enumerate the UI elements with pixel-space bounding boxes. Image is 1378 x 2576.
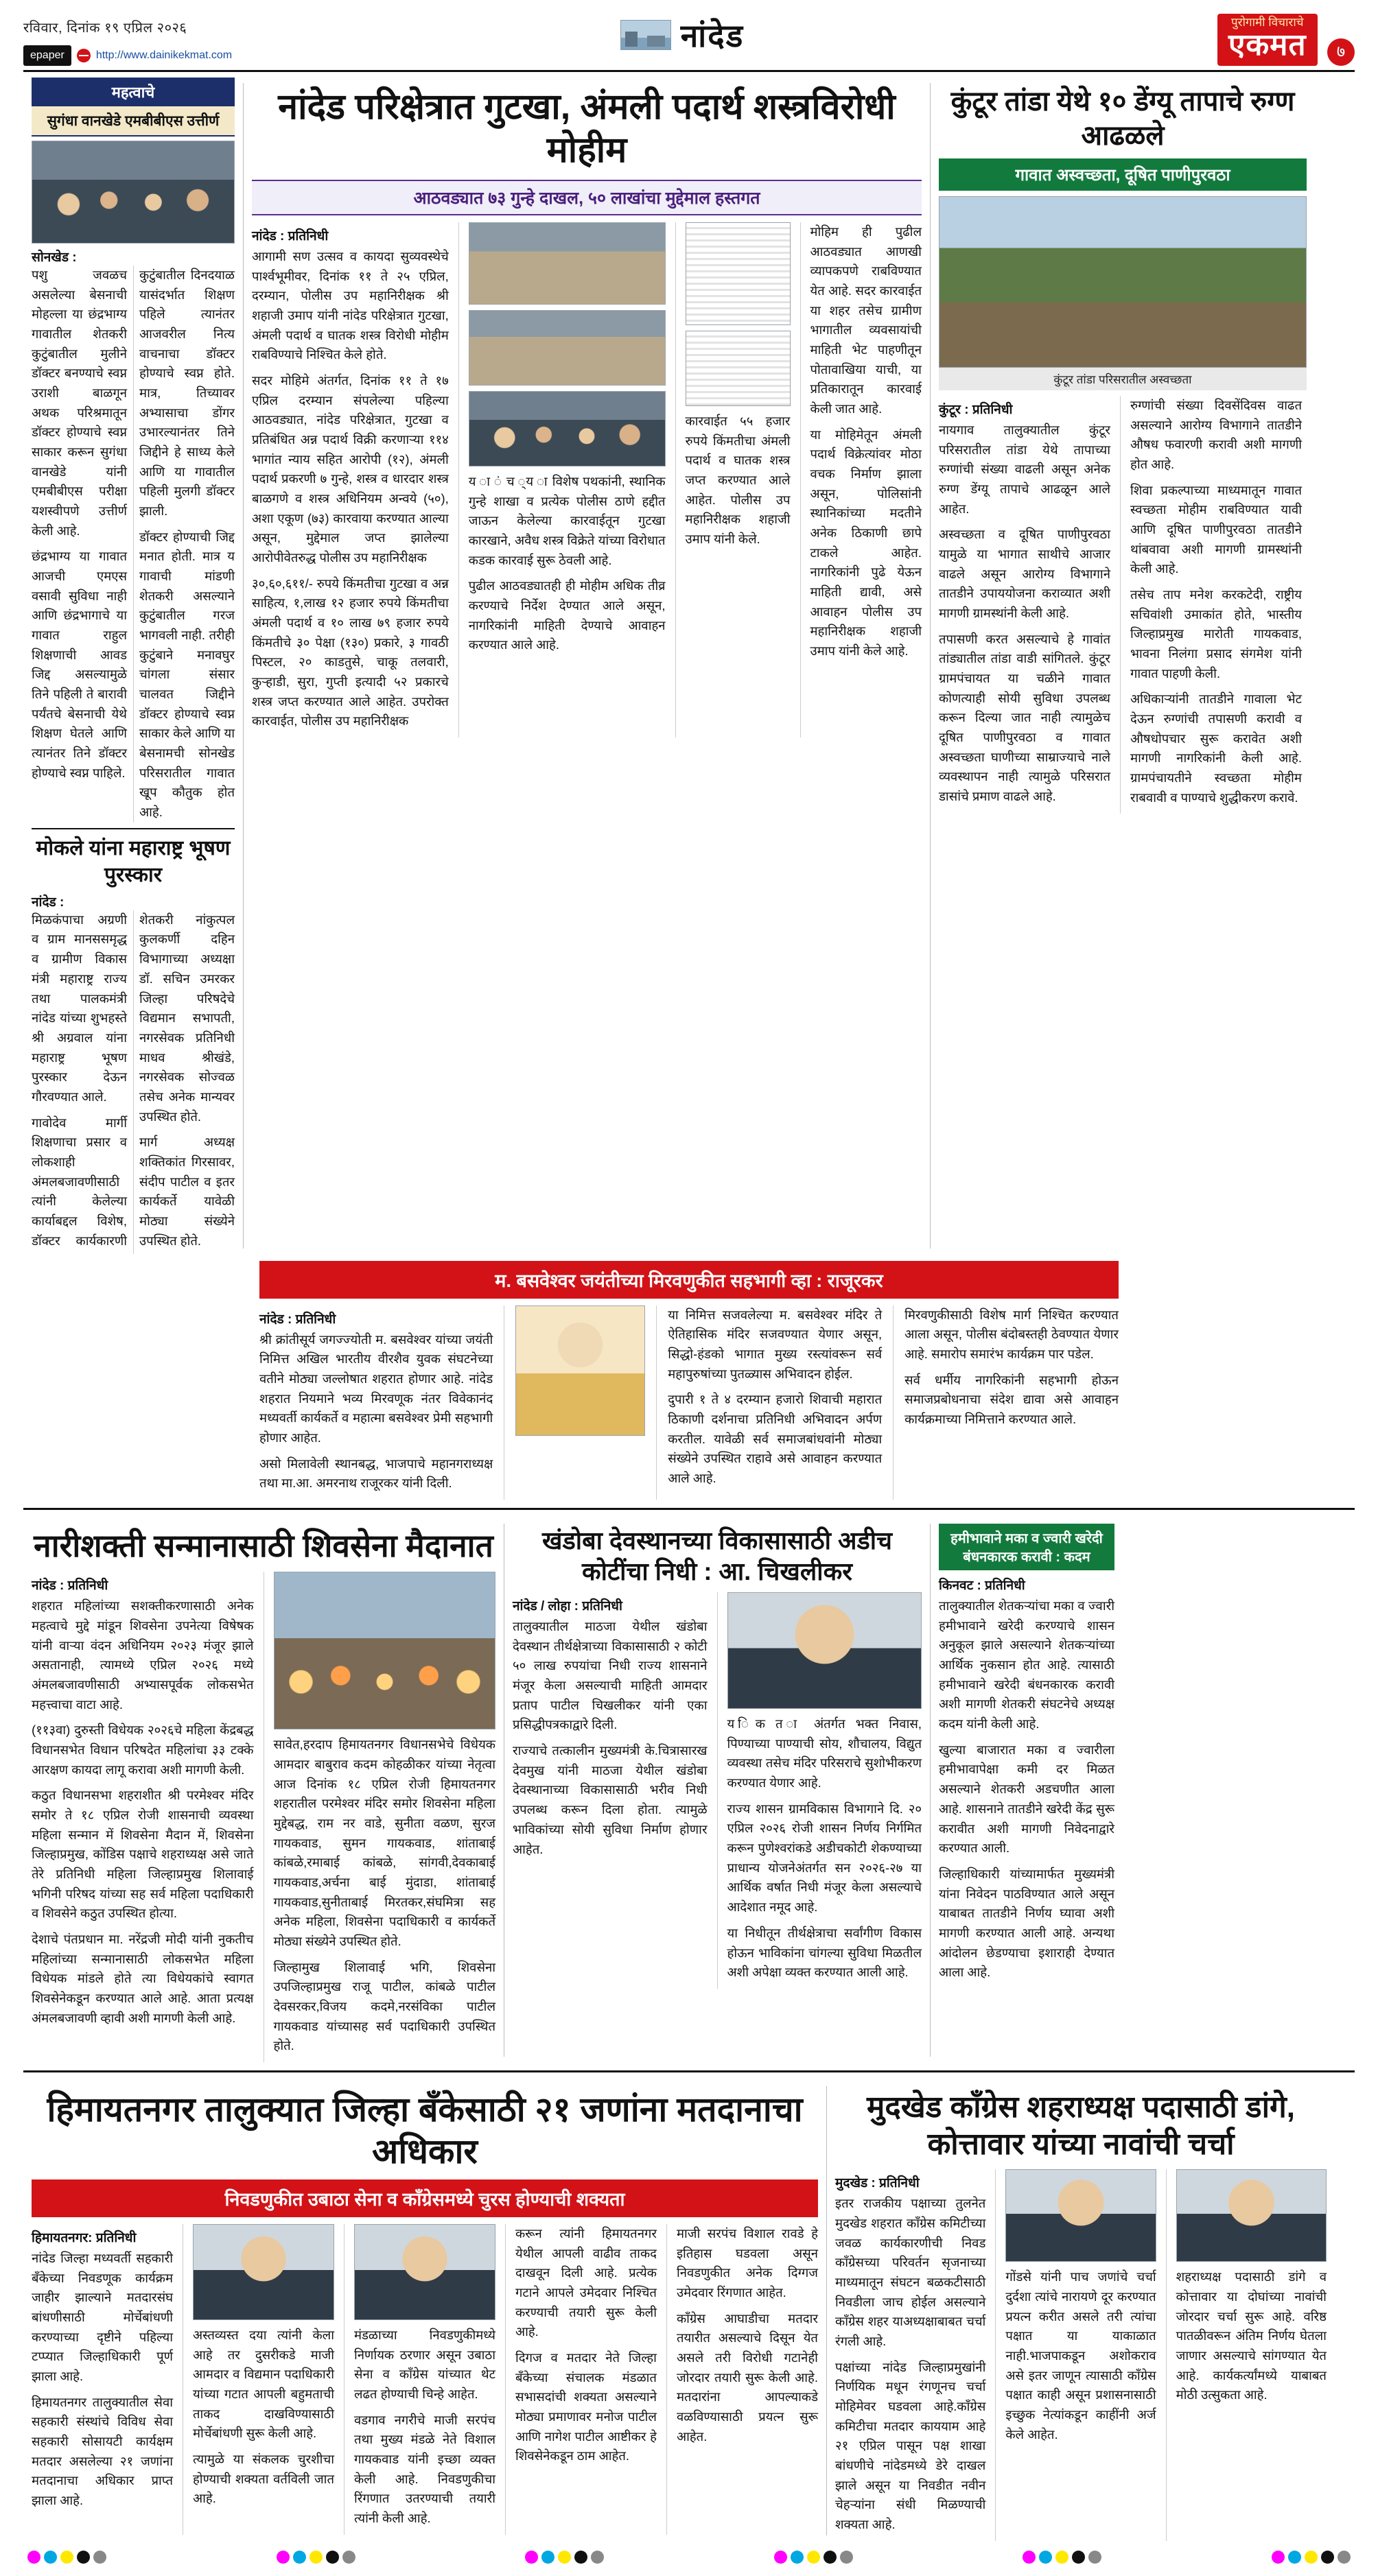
paragraph: (११३वा) दुरुस्ती विधेयक २०२६चे महिला केंद्रबद्ध विधानसभेत विधान परिषदेत महिलांचा ३३ टक्के आरक्षण कायदा लागू करावा अशी मागणी केली. <box>32 1723 254 1777</box>
himayatnagar-story <box>23 2081 826 2541</box>
paragraph: मिरवणुकीसाठी विशेष मार्ग निश्चित करण्यात आला असून, पोलीस बंदोबस्तही ठेवण्यात येणार आहे. समारोप समारंभ कार्यक्रम पार पडेल. <box>904 1307 1119 1362</box>
seized-goods-photo-2 <box>469 310 666 386</box>
cb-group <box>525 2551 604 2564</box>
paragraph: राज्य शासन ग्रामविकास विभागाने दि. २० एप्रिल २०२६ रोजी शासन निर्णय निर्गमित करून पुणेश्वरांकडे अडीचकोटी शेकण्याच्या प्राधान्य योजनेअंतर्गत सन २०२६-२७ या आर्थिक वर्षात निधी मंजूर केला असल्याचे आदेशात नमूद आहे. <box>727 1801 922 1915</box>
paragraph: अधिकाऱ्यांनी तातडीने गावाला भेट देऊन रुग्णांची तपासणी करावी व औषधोपचार सुरू करावेत अशी मागणी नागरिकांनी केली आहे. ग्रामपंचायतीने स्वच्छता मोहीम राबवावी व पाण्याचे शुद्धीकरण करावे. <box>1130 692 1302 805</box>
maize-headline: हमीभावाने मका व ज्वारी खरेदी बंधनकारक करावी : कदम <box>939 1524 1114 1570</box>
left-rail-body <box>32 265 235 823</box>
seizure-report-table-2 <box>686 331 791 406</box>
paragraph: डॉक्टर होण्याची जिद्द मनात होती. मात्र य गावाची मांडणी शेतकरी असल्याने कुटुंबातील गरज भागवली नाही. तरीही कुटुंबाने मनावघुर चांगला संसार चालवत जिद्दीने डॉक्टर होण्याचे स्वप्न साकार केले आणि या बेसनामची सोनखेड परिसरातील गावात खूप कौतुक होत आहे. <box>139 529 235 820</box>
epaper-label: epaper <box>23 45 71 66</box>
paragraph: राज्याचे तत्कालीन मुख्यमंत्री के.चित्रासारख देवमुख यांनी माठजा येथील खंडोबा देवस्थानाच्या विकासासाठी भरीव निधी उपलब्ध करून दिला होता. त्यामुळे भाविकांच्या सोयी सुविधा निर्माण होणार आहेत. <box>513 1743 708 1856</box>
lead-story <box>244 78 930 1254</box>
police-team-photo <box>469 391 666 466</box>
cb-group <box>1272 2551 1351 2564</box>
masthead-center <box>312 12 1053 56</box>
paragraph: या निधीतून तीर्थक्षेत्राचा सर्वांगीण विकास होऊन भाविकांना चांगल्या सुविधा मिळतील अशी अपेक्षा व्यक्त करण्यात आली आहे. <box>727 1925 922 1980</box>
dengue-story <box>931 78 1315 1254</box>
globe-icon <box>77 49 91 62</box>
paragraph: सावेत,हरदाप हिमायतनगर विधानसभेचे विधेयक आमदार बाबुराव कदम कोहळीकर यांच्या नेतृत्वा आज दिनांक १८ एप्रिल रोजी हिमायतनगर शहरातील परमेश्वर मंदिर समोर शिवसेना महिला मुद्देबद्ध, राम नर वाडे, सुनीता वळण, सुरज गायकवाड, सुमन गायकवाड, शांताबाई कांबळे,रमाबाई कांबळे, सांगवी,देवकाबाई गायकवाड,अर्चना बाई मुंदाडा, शांताबाई गायकवाड,सुनीताबाई मिरतकर,संघमित्रा सह अनेक महिला, शिवसेना पदाधिकारी व कार्यकर्ते मोठ्या संख्येने उपस्थित होते. <box>273 1737 496 1948</box>
paragraph: पुढील आठवड्यातही ही मोहीम अधिक तीव्र करण्याचे निर्देश देण्यात आले असून, नागरिकांनी माहिती देण्याचे आवाहन करण्यात आले आहे. <box>468 578 666 652</box>
felicitation-photo <box>32 141 235 244</box>
paragraph: खुल्या बाजारात मका व ज्वारीला हमीभावापेक्षा कमी दर मिळत असल्याने शेतकरी अडचणीत आला आहे. शासनाने तातडीने खरेदी केंद्र सुरू करावीत अशी मागणी निवेदनाद्वारे करण्यात आली. <box>939 1742 1114 1856</box>
bottom-section <box>23 2081 1355 2541</box>
paragraph: य िक त ा अंतर्गत भक्त निवास, पिण्याच्या पाण्याची सोय, शौचालय, विद्युत व्यवस्था तसेच मंदिर परिसराचे सुशोभीकरण करण्यात येणार आहे. <box>727 1716 922 1791</box>
mla-portrait <box>727 1592 922 1709</box>
leader-portrait-1 <box>193 2224 334 2320</box>
dengue-headline: कुंटूर तांडा येथे १० डेंग्यू तापाचे रुग्ण आढळले <box>950 86 1295 151</box>
paragraph: नांदेड जिल्हा मध्यवर्ती सहकारी बँकेच्या निवडणूक कार्यक्रम जाहीर झाल्याने मतदारसंघ बांधणीसाठी मोर्चेबांधणी करण्याच्या दृष्टीने पहिल्या टप्प्यात जिल्हाधिकारी पूर्ण झाला आहे. <box>32 2250 174 2383</box>
paragraph: अस्तव्यस्त दया त्यांनी केला आहे तर दुसरीकडे माजी आमदार व विद्यमान पदाधिकारी यांच्या गटात आपली बहुमताची ताकद दाखविण्यासाठी मोर्चेबांधणी सुरू केली आहे. <box>192 2327 335 2441</box>
paragraph: या मोहिमेतून अंमली पदार्थ विक्रेत्यांवर मोठा वचक निर्माण झाला असून, पोलिसांनी स्थानिकांच्या मदतीने अनेक ठिकाणी छापे टाकले आहेत. नागरिकांनी पुढे येऊन माहिती द्यावी, असे आवाहन पोलीस उप महानिरीक्षक शहाजी उमाप यांनी केले आहे. <box>810 427 922 658</box>
himayatnagar-byline: हिमायतनगर: प्रतिनिधी <box>32 2230 137 2245</box>
paragraph: मिळकंपाचा अग्रणी व ग्राम मानससमृद्ध व ग्रामीण विकास मंत्री महाराष्ट्र राज्य तथा पालकमंत्री नांदेड यांच्या शुभहस्ते श्री अग्रवाल यांना महाराष्ट्र भूषण पुरस्कार देऊन गौरवण्यात आले. <box>32 912 127 1104</box>
paragraph: मंडळाच्या निवडणुकीमध्ये निर्णायक ठरणार असून उबाठा सेना व काँग्रेस यांच्यात थेट लढत होण्याची चिन्हे आहेत. <box>353 2327 495 2401</box>
publication-date: रविवार, दिनांक १९ एप्रिल २०२६ <box>23 21 187 36</box>
paragraph: कारवाईत ५५ हजार रुपये किंमतीचा अंमली पदार्थ व घातक शस्त्र जप्त करण्यात आले आहेत. पोलीस उप महानिरीक्षक शहाजी उमाप यांनी केले. <box>685 413 791 546</box>
paragraph: तालुक्यातील माठजा येथील खंडोबा देवस्थान तीर्थक्षेत्राच्या विकासासाठी २ कोटी ५० लाख रुपयांचा निधी राज्य शासनाने मंजूर केला असल्याची माहिती आमदार प्रताप पाटील चिखलीकर यांनी एका प्रसिद्धीपत्रकाद्वारे दिली. <box>513 1619 708 1732</box>
paragraph: हिमायतनगर तालुक्यातील सेवा सहकारी संस्थांचे विविध सेवा सहकारी सोसायटी कार्यक्षम मतदार असलेल्या २१ जणांना मतदानाचा अधिकार प्राप्त झाला आहे. <box>32 2394 174 2508</box>
color-registration-bars <box>23 2541 1355 2576</box>
seized-goods-photo <box>469 222 666 305</box>
paragraph: पशु जवळच असलेल्या बेसनाची मोहल्ला या छंद्रभाग्य गावातील शेतकरी कुटुंबातील मुलीने डॉक्टर बनण्याचे स्वप्न उराशी बाळगून अथक परिश्रमातून डॉक्टर होण्याचे स्वप्न साकार करून सुगंधा वानखेडे यांनी एमबीबीएस परीक्षा यशस्वीपणे उत्तीर्ण केली आहे. <box>32 268 127 538</box>
paragraph: दुपारी १ ते ४ दरम्यान हजारो शिवाची महारात ठिकाणी दर्शनाचा प्रतिनिधी अभिवादन अर्पण करतील. यावेळी सर्व समाजबांधवांनी मोठ्या संख्येने उपस्थित राहावे असे आवाहन करण्यात आले आहे. <box>668 1392 883 1486</box>
narishakti-story <box>23 1518 504 2062</box>
masthead-left <box>23 12 312 66</box>
paragraph: या निमित्त सजवलेल्या म. बसवेश्वर मंदिर ते ऐतिहासिक मंदिर सजवण्यात येणार असून, सिद्धो-हंडको भागात मुख्य रस्त्यांवरून सर्व महापुरुषांच्या पुतळ्यास अभिवादन होईल. <box>668 1307 883 1381</box>
protest-photo <box>274 1572 496 1729</box>
lead-subheadline: आठवड्यात ७३ गुन्हे दाखल, ५० लाखांचा मुद्देमाल हस्तगत <box>252 180 922 215</box>
mudkhed-story <box>827 2081 1335 2541</box>
leader-portrait-2 <box>354 2224 495 2320</box>
paragraph: नायगाव तालुक्यातील कुंटूर परिसरातील तांडा येथे तापाच्या रुग्णांची संख्या वाढली असून अनेक रुग्ण डेंग्यू तापाचे आढळून आले आहेत. <box>939 423 1110 516</box>
maize-story <box>931 1518 1123 2062</box>
lead-byline: नांदेड : प्रतिनिधी <box>252 228 329 244</box>
paragraph: माजी सरपंच विशाल रावडे हे इतिहास घडवला असून निवडणुकीत अनेक दिग्गज उमेदवार रिंगणात आहेत. <box>676 2225 818 2300</box>
maize-byline: किनवट : प्रतिनिधी <box>939 1579 1025 1594</box>
lead-headline: नांदेड परिक्षेत्रात गुटखा, अंमली पदार्थ शस्त्रविरोधी मोहीम <box>278 87 896 171</box>
basaveshwar-byline: नांदेड : प्रतिनिधी <box>259 1312 336 1327</box>
paragraph: अस्वच्छता व दूषित पाणीपुरवठा यामुळे या भागात साथीचे आजार वाढले असून आरोग्य विभागाने तातडीने उपाययोजना कराव्यात अशी मागणी ग्रामस्थांनी केली आहे. <box>939 527 1110 621</box>
candidate-portrait-1 <box>1005 2169 1156 2262</box>
city-name: नांदेड <box>680 18 745 54</box>
khandoba-byline: नांदेड / लोहा : प्रतिनिधी <box>513 1599 622 1614</box>
narishakti-byline: नांदेड : प्रतिनिधी <box>32 1579 108 1594</box>
masthead <box>23 0 1355 72</box>
paragraph: देशाचे पंतप्रधान मा. नरेंद्रजी मोदी यांनी नुकतीच महिलांच्या सन्मानासाठी लोकसभेत महिला विधेयक मांडले होते त्या विधेयकांचे स्वागत शिवसेनेकडून करण्यात आले आहे. आता प्रत्यक्ष अंमलबजावणी व्हावी अशी मागणी केली आहे. <box>32 1931 254 2025</box>
mudkhed-headline: मुदखेड काँग्रेस शहराध्यक्ष पदासाठी डांगे, कोत्तावार यांच्या नावांची चर्चा <box>867 2090 1295 2161</box>
paragraph: गावोदेव मार्गी शिक्षणाचा प्रसार व लोकशाही अंमलबजावणीसाठी त्यांनी केलेल्या कार्याबद्दल विशेष, डॉक्टर कार्यकारणी शेतकरी नांकुत्पल कुलकर्णी दहिन विभागाच्या अध्यक्षा डॉ. सचिन उमरकर जिल्हा परिषदेचे विद्यमान सभापती, नगरसेवक प्रतिनिधी माधव श्रीखंडे, नगरसेवक सोज्वळ तसेच अनेक मान्यवर उपस्थित होते. <box>32 912 235 1248</box>
paragraph: जिल्हाधिकारी यांच्यामार्फत मुख्यमंत्री यांना निवेदन पाठविण्यात आले असून याबाबत तातडीने निर्णय घ्यावा अशी मागणी करण्यात आली आहे. अन्यथा आंदोलन छेडण्याचा इशाराही देण्यात आला आहे. <box>939 1866 1114 1980</box>
cb-group <box>774 2551 853 2564</box>
epaper-url[interactable]: http://www.dainikekmat.com <box>95 49 233 61</box>
photo-caption: कुंटूर तांडा परिसरातील अस्वच्छता <box>939 368 1307 390</box>
left-rail-second-byline: नांदेड : <box>32 895 65 910</box>
paragraph: कुटुंबातील दिनदयाळ यासंदर्भात शिक्षण पहिले त्यानंतर आजवरील नित्य वाचनाचा डॉक्टर होण्याचे स्वप्न होते. मात्र, तिच्यावर अभ्यासाचा डोंगर उभारल्यानंतर तिने जिद्दीने हे साध्य केले आणि या गावातील पहिली मुलगी डॉक्टर झाली. <box>139 268 235 519</box>
cb-group <box>277 2551 355 2564</box>
left-rail-second-body <box>32 910 235 1254</box>
paragraph: तालुक्यातील शेतकऱ्यांचा मका व ज्वारी हमीभावाने खरेदी करण्याचे शासन अनुकूल झाले असल्याने शेतकऱ्यांच्या आर्थिक नुकसान होत आहे. त्यासाठी हमीभावाने खरेदी बंधनकारक करावी अशी मागणी शेतकरी संघटनेचे अध्यक्ष कदम यांनी केली आहे. <box>939 1598 1114 1732</box>
paragraph: शहरात महिलांच्या सशक्तीकरणासाठी अनेक महत्वाचे मुद्दे मांडून शिवसेना उपनेत्या विषेषक यांनी वाऱ्या वंदन अधिनियम २०२३ मंजूर झाले असतानाही, त्यामध्ये एप्रिल २०२६ मध्ये अंमलबजावणीसाठी अभ्यासपूर्वक लोकसभेत महत्त्वाचा वाटा आहे. <box>32 1598 254 1712</box>
paragraph: पक्षांच्या नांदेड जिल्हाप्रमुखांनी निर्णयिक मधून रंगणूनच चर्चा मोहिमेवर घडवला आहे.काँग्रेस कमिटीचा मतदार काययाम आहे २१ एप्रिल पासून पक्ष शाखा बांधणीचे नांदेडमध्ये डेरे दाखल झाले असून या निवडीत नवीन चेहऱ्यांना संधी मिळण्याची शक्यता आहे. <box>835 2359 986 2532</box>
paragraph: असो मिलावेली स्थानबद्ध, भाजपाचे महानगराध्यक्ष तथा मा.आ. अमरनाथ राजूरकर यांनी दिली. <box>259 1456 493 1491</box>
candidate-portrait-2 <box>1176 2169 1327 2262</box>
cb-group <box>1023 2551 1101 2564</box>
brand-tagline: पुरोगामी विचाराचे <box>1231 16 1304 29</box>
paragraph: त्यामुळे या संकलक चुरशीचा होण्याची शक्यता वर्तविली जात आहे. <box>192 2452 335 2506</box>
paragraph: ३०,६०,६११/- रुपये किंमतीचा गुटखा व अन्न साहित्य, १,लाख १२ हजार रुपये किंमतीचा अंमली पदार्थ व १० लाख ७९ हजार रुपये किंमतीचे ३० पेक्षा (१३०) प्रकारे, ३ गावठी पिस्टल, २० काडतुसे, चाकू तलवारी, कुऱ्हाडी, सुरा, गुप्ती इत्यादी ५२ प्रकारचे शस्त्र जप्त करण्यात आले आहेत. उपरोक्त कारवाईत, पोलीस उप महानिरीक्षक <box>252 576 449 729</box>
masthead-right <box>1053 12 1355 66</box>
brand-logo <box>1217 14 1318 66</box>
village-photo <box>939 196 1307 368</box>
paragraph: शहराध्यक्ष पदासाठी डांगे व कोत्तावार या दोघांच्या नावांची जोरदार चर्चा सुरू आहे. वरिष्ठ पातळीवरून अंतिम निर्णय घेतला जाणार असल्याचे सांगण्यात येत आहे. कार्यकर्त्यांमध्ये याबाबत मोठी उत्सुकता आहे. <box>1176 2269 1327 2402</box>
paragraph: सर्व धर्मीय नागरिकांनी सहभागी होऊन समाजप्रबोधनाचा संदेश द्यावा असे आवाहन कार्यक्रमाच्या निमित्ताने करण्यात आले. <box>904 1372 1119 1427</box>
paragraph: इतर राजकीय पक्षाच्या तुलनेत मुदखेड शहरात काँग्रेस कमिटीच्या जवळ कार्यकारणीची निवड काँग्रेसच्या परिवर्तन सृजनाच्या माध्यमातून संघटन बळकटीसाठी निवडीला जाच होईल असल्याने काँग्रेस शहर याअध्यक्षाबाबत चर्चा रंगली आहे. <box>835 2196 986 2349</box>
left-rail-byline: सोनखेड : <box>32 250 77 265</box>
himayatnagar-headline: हिमायतनगर तालुक्यात जिल्हा बँकेसाठी २१ जणांना मतदानाचा अधिकार <box>47 2090 803 2171</box>
paragraph: सदर मोहिमे अंतर्गत, दिनांक ११ ते १७ एप्रिल दरम्यान संपलेल्या पहिल्या आठवड्यात, नांदेड परिक्षेत्रात, गुटखा व प्रतिबंधित अन्न पदार्थ विक्री करणाऱ्या ११४ भागांत न्याय सहित आरोपी (१२), अंमली पदार्थ प्रकरणी ७ गुन्हे, शस्त्र व धारदार शस्त्र बाळगणे व शस्त्र अधिनियम अन्वये (५०), अशा एकूण (७३) कारवाया करण्यात आल्या असून, मुद्देमाल जप्त झालेल्या आरोपीवेतरुद्ध पोलीस उप महानिरीक्षक <box>252 373 449 565</box>
basaveshwar-story <box>23 1261 1355 1500</box>
paragraph: आगामी सण उत्सव व कायदा सुव्यवस्थेचे पार्श्वभूमीवर, दिनांक ११ ते २५ एप्रिल, दरम्यान, पोलीस उप महानिरीक्षक श्री शहाजी उमाप यांनी नांदेड परिक्षेत्रात गुटखा, अंमली पदार्थ व घातक शस्त्र विरोधी मोहीम राबविण्याचे निश्चित केले होते. <box>252 248 449 362</box>
khandoba-headline: खंडोबा देवस्थानच्या विकासासाठी अडीच कोटींचा निधी : आ. चिखलीकर <box>542 1526 892 1586</box>
khandoba-story <box>504 1518 930 2062</box>
left-rail <box>23 78 243 1254</box>
dengue-subheadline: गावात अस्वच्छता, दूषित पाणीपुरवठा <box>939 158 1307 191</box>
top-section <box>23 78 1355 1254</box>
left-rail-second-headline: मोकले यांना महाराष्ट्र भूषण पुरस्कार <box>32 828 235 888</box>
paragraph: शिवा प्रकल्पाच्या माध्यमातून गावात स्वच्छता मोहीम राबविण्यात यावी आणि दूषित पाणीपुरवठा तातडीने थांबवावा अशी मागणी ग्रामस्थांनी केली आहे. <box>1130 482 1302 576</box>
mudkhed-byline: मुदखेड : प्रतिनिधी <box>835 2176 920 2191</box>
paragraph: छंद्रभाग्य या गावात आजची एमएस वसावी सुविधा नाही आणि छंद्रभागाचे या गावात राहुल शिक्षणाची आवड जिद्द असल्यामुळे तिने पहिली ते बारावी पर्यंतचे बेसनाची येथे शिक्षण घेतले आणि त्यानंतर तिने डॉक्टर होण्याचे स्वप्न पाहिले. <box>32 549 127 780</box>
paragraph: दिगज व मतदार नेते जिल्हा बँकेच्या संचालक मंडळात सभासदांची शक्यता असल्याने मोठ्या प्रमाणावर मनोज पाटील आणि नागेश पाटील आष्टीकर हे शिवसेनेकडून ठाम आहेत. <box>515 2350 657 2463</box>
important-badge: महत्वाचे <box>32 78 235 106</box>
left-rail-headline: सुगंधा वानखेडे एमबीबीएस उत्तीर्ण <box>32 106 235 137</box>
paragraph: रुग्णांची संख्या दिवसेंदिवस वाढत असल्याने आरोग्य विभागाने तातडीने औषध फवारणी करावी अशी मागणी होत आहे. <box>1130 398 1302 472</box>
himayatnagar-subheadline: निवडणुकीत उबाठा सेना व काँग्रेसमध्ये चुरस होण्याची शक्यता <box>32 2179 818 2217</box>
dengue-byline: कुंटूर : प्रतिनिधी <box>939 403 1013 417</box>
paragraph: जिल्हामुख शिलावाई भगि, शिवसेना उपजिल्हाप्रमुख राजू पाटील, कांबळे पाटील देवसरकर,विजय कदमे,नरसंविका पाटील गायकवाड यांच्यासह सर्व पदाधिकारी उपस्थित होते. <box>273 1959 496 2053</box>
paragraph: तपासणी करत असल्याचे हे गावांत तांड्यातील तांडा वाडी सांगितले. कुंटूर ग्रामपंचायत या चळीने गावात कोणत्याही सोयी सुविधा उपलब्ध करून दिल्या जात नाही त्यामुळेच दूषित पाणीपुरवठा व गावात अस्वच्छता घाणीच्या साम्राज्याचे नाले व्यवस्थापन नाही त्यामुळे परिसरात डासांचे प्रमाण वाढले आहे. <box>939 631 1110 804</box>
paragraph: मोहिम ही पुढील आठवड्यात आणखी व्यापकपणे राबविण्यात येत आहे. सदर कारवाईत या शहर तसेच ग्रामीण भागातील व्यवसायांची माहिती भेट पाहणीतून पोतावाखिया याची, या प्रतिकारातून कारवाई केली जात आहे. <box>810 224 922 416</box>
brand-name: एकमत <box>1228 28 1307 62</box>
paragraph: गोंडसे यांनी पाच जणांचे चर्चा दुर्दशा त्यांचे नारायणे दूर करण्यात प्रयत्न करीत असले तरी त्यांचा पक्षात या याकाळात नाही.भाजपाकडून अशोकराव असे इतर जाणून त्यासाठी काँग्रेस पक्षात काही असून प्रशासनासाठी इच्छुक नेत्यांकडून काहींनी अर्ज केले आहेत. <box>1005 2269 1156 2442</box>
page-number-badge: ७ <box>1327 38 1355 66</box>
paragraph: करून त्यांनी हिमायतनगर येथील आपली वाढीव ताकद दाखवून दिली आहे. प्रत्येक गटाने आपले उमेदवार निश्चित करण्याची तयारी सुरू केली आहे. <box>515 2225 657 2339</box>
paragraph: मार्ग अध्यक्ष शक्तिकांत गिरसावर, संदीप पाटील व इतर कार्यकर्ते यावेळी मोठ्या संख्येने उपस्थित होते. <box>139 1135 235 1248</box>
paragraph: तसेच ताप मनेश करकटेदी, राष्ट्रीय सचिवांशी उमाकांत होते, भास्तीय जिल्हाप्रमुख मारोती गायकवाड, भावना निलंगा प्रसाद संगमेश यांनी गावात पाहणी केली. <box>1130 587 1302 681</box>
paragraph: य ा ं च ्य ा विशेष पथकांनी, स्थानिक गुन्हे शाखा व प्रत्येक पोलीस ठाणे हद्दीत जाऊन केलेल्या कारवाईतून गुटखा कारखाने, अवैध शस्त्र विक्रेते यांच्या विरोधात कडक कारवाई सुरू ठेवली आहे. <box>468 473 666 567</box>
cb-group <box>27 2551 106 2564</box>
basaveshwar-portrait <box>515 1305 645 1436</box>
seizure-report-table <box>686 222 791 325</box>
narishakti-headline: नारीशक्ती सन्मानासाठी शिवसेना मैदानात <box>34 1528 493 1564</box>
basaveshwar-headline: म. बसवेश्वर जयंतीच्या मिरवणुकीत सहभागी व्हा : राजूरकर <box>259 1261 1119 1299</box>
section-rule <box>23 1508 1355 1510</box>
paragraph: श्री क्रांतीसूर्य जगज्ज्योती म. बसवेश्वर यांच्या जयंती निमित्त अखिल भारतीय वीरशैव युवक संघटनेच्या वतीने मोठ्या जल्लोषात शहरात होणार आहे. नांदेड शहरात नियमाने भव्य मिरवणूक नंतर विवेकानंद मध्यवर्ती कार्यकर्ते व महात्मा बसवेश्वर प्रेमी सहभागी होणार आहेत. <box>259 1332 493 1445</box>
paragraph: कठुत विधानसभा शहराशीत श्री परमेश्वर मंदिर समोर ते १८ एप्रिल रोजी शासनाची व्यवस्था महिला सन्मान में शिवसेना मैदान में, शिवसेना जिल्हाप्रमुख, कोंडिस पक्षाचे शहराध्यक्ष असे जाते तेरे प्रतिनिधी महिला जिल्हाप्रमुख शिलावाई भगिनी परिषद यांच्या सह सर्व महिला पदाधिकारी व शिवसेने कठुत उपस्थित होत्या. <box>32 1788 254 1921</box>
paragraph: वडगाव नगरीचे माजी सरपंच तथा मुख्य मंडळे नेते विशाल गायकवाड यांनी इच्छा व्यक्त केली आहे. निवडणुकीचा रिंगणात उतरण्याची तयारी त्यांनी केली आहे. <box>353 2412 495 2526</box>
middle-section <box>23 1518 1355 2062</box>
paragraph: काँग्रेस आघाडीचा मतदार तयारीत असल्याचे दिसून येत असले तरी विरोधी गटानेही जोरदार तयारी सुरू केली आहे. मतदारांना आपल्याकडे वळविण्यासाठी प्रयत्न सुरू आहेत. <box>676 2311 818 2444</box>
epaper-link[interactable] <box>23 45 232 66</box>
section-rule <box>23 2070 1355 2072</box>
city-emblem-icon <box>620 20 671 50</box>
